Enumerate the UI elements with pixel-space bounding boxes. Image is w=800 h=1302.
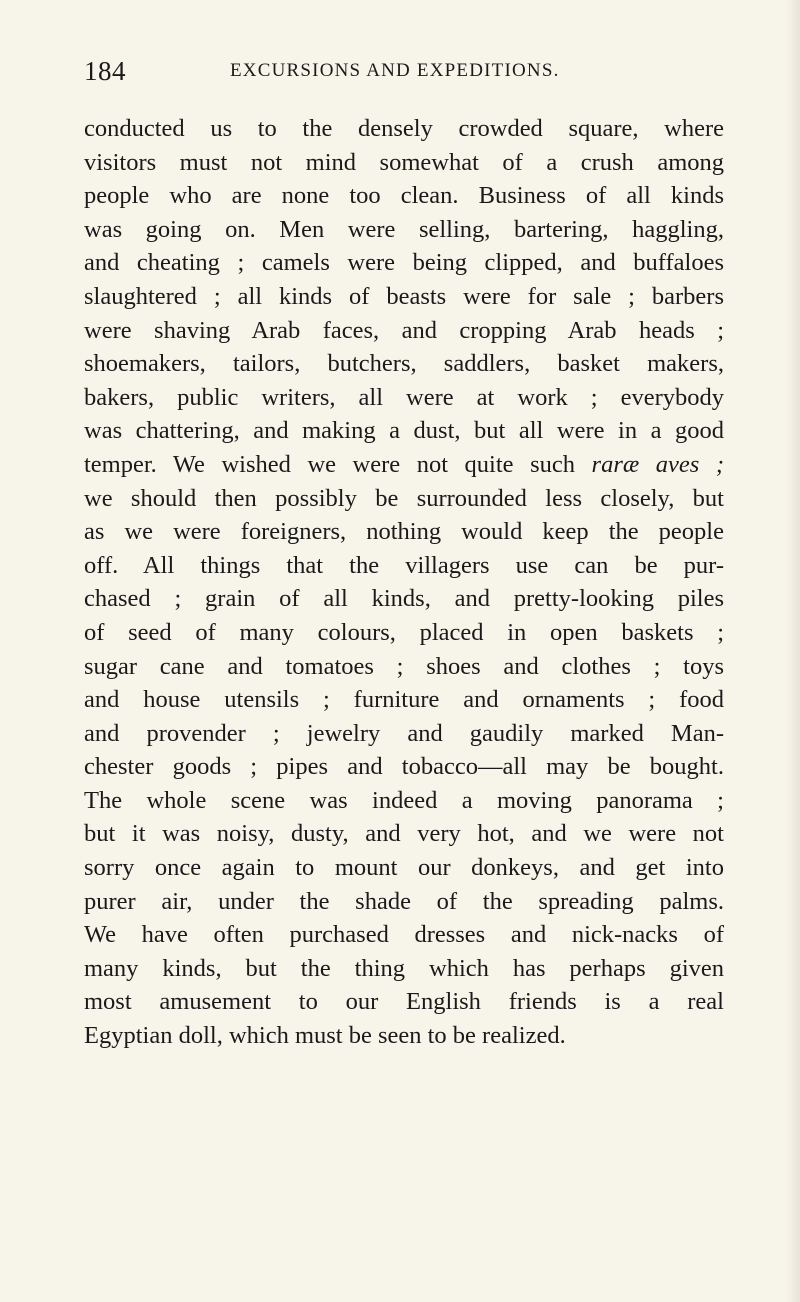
text-line: as we were foreigners, nothing would keep the people (84, 518, 724, 546)
text-line: visitors must not mind somewhat of a crush among (84, 148, 724, 176)
text-line-italic: raræ aves ; (591, 450, 724, 478)
text-line: was chattering, and making a dust, but all were in a good (84, 417, 724, 445)
page-number: 184 (84, 56, 126, 86)
text-line: of seed of many colours, placed in open baskets ; (84, 618, 724, 646)
text-line: and house utensils ; furniture and ornaments ; food (84, 686, 724, 714)
text-line: we should then possibly be surrounded less closely, but (84, 484, 724, 512)
text-line: were shaving Arab faces, and cropping Arab heads ; (84, 316, 724, 344)
text-line: and provender ; jewelry and gaudily marked Man- (84, 719, 724, 747)
text-line: bakers, public writers, all were at work ; everybody (84, 383, 724, 411)
text-line: We have often purchased dresses and nick-nacks of (84, 921, 724, 949)
text-line: chester goods ; pipes and tobacco—all may be bought. (84, 753, 724, 781)
text-line: conducted us to the densely crowded square, where (84, 115, 724, 142)
text-line: shoemakers, tailors, butchers, saddlers, basket makers, (84, 350, 724, 378)
text-line: and cheating ; camels were being clipped, and buffaloes (84, 249, 724, 277)
text-line: was going on. Men were selling, bartering, haggling, (84, 215, 724, 243)
text-line: sorry once again to mount our donkeys, and get into (84, 854, 724, 882)
text-line: most amusement to our English friends is a real (84, 988, 724, 1016)
text-line-roman: temper. We wished we were not quite such (84, 450, 592, 478)
text-line: people who are none too clean. Business of all kinds (84, 182, 724, 210)
text-line: purer air, under the shade of the spreading palms. (84, 887, 724, 915)
body-text (84, 112, 724, 1053)
text-line: The whole scene was indeed a moving panorama ; (84, 786, 724, 814)
text-line (84, 448, 724, 482)
text-line: sugar cane and tomatoes ; shoes and clothes ; toys (84, 652, 724, 680)
text-line: slaughtered ; all kinds of beasts were for sale ; barbers (84, 282, 724, 310)
text-line: many kinds, but the thing which has perhaps given (84, 954, 724, 982)
running-head: EXCURSIONS AND EXPEDITIONS. (230, 60, 560, 81)
page-edge-shadow (786, 0, 800, 1302)
text-line: Egyptian doll, which must be seen to be realized. (84, 1022, 566, 1050)
text-line: off. All things that the villagers use can be pur- (84, 551, 724, 579)
page-header (84, 56, 724, 88)
text-line: but it was noisy, dusty, and very hot, and we were not (84, 820, 724, 848)
text-line: chased ; grain of all kinds, and pretty-looking piles (84, 585, 724, 613)
